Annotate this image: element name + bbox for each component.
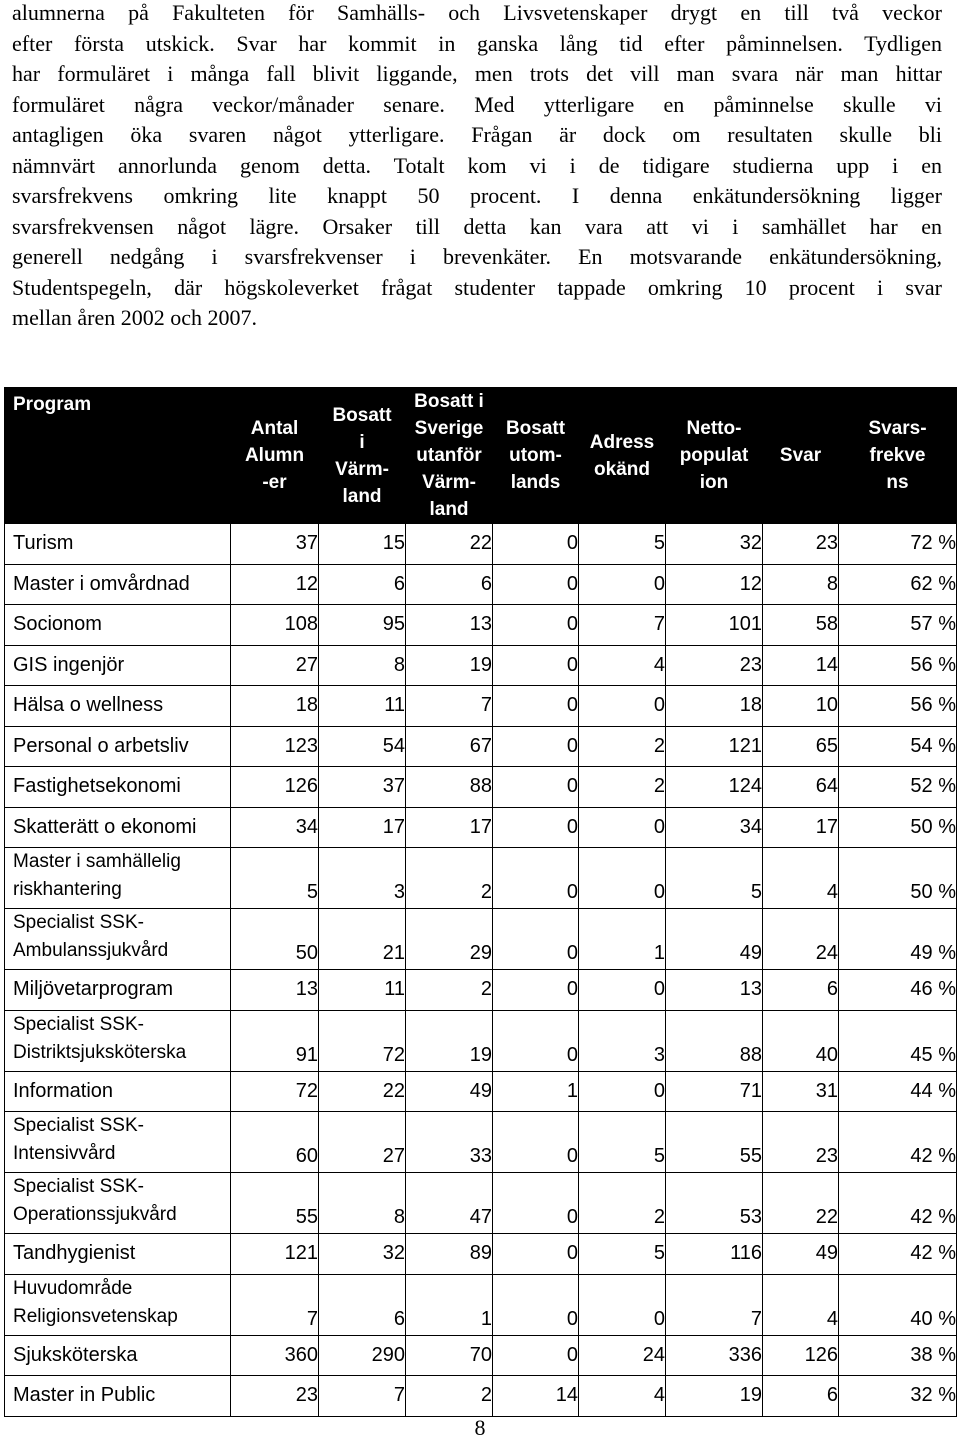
table-cell: 0: [493, 686, 579, 727]
program-name-line: Hälsa o wellness: [13, 694, 164, 717]
program-name-line: Miljövetarprogram: [13, 978, 174, 1001]
table-cell: 0: [493, 524, 579, 565]
table-cell: 10: [763, 686, 839, 727]
table-cell: 0: [579, 848, 666, 909]
table-cell: 8: [763, 564, 839, 605]
table-cell: 0: [493, 970, 579, 1011]
table-cell: 7: [231, 1274, 319, 1335]
program-name-line: Ambulanssjukvård: [13, 940, 169, 961]
table-cell: 0: [493, 726, 579, 767]
paragraph-line: alumnerna på Fakulteten för Samhälls- och Livsvetenskaper drygt en till två veckor: [12, 0, 942, 25]
table-cell: 108: [231, 605, 319, 646]
header-bosatt-sverige-utanfor-varmland: [406, 388, 493, 524]
table-cell: 60: [231, 1112, 319, 1173]
table-cell: 0: [579, 970, 666, 1011]
program-name-line: Socionom: [13, 613, 102, 636]
program-name: [5, 1071, 231, 1112]
program-name-line: Operationssjukvård: [13, 1204, 177, 1225]
header-nettopopulation: [666, 388, 763, 524]
program-name-line: GIS ingenjör: [13, 653, 125, 676]
table-cell: 116: [666, 1234, 763, 1275]
table-row: [5, 1376, 957, 1417]
table-row: [5, 686, 957, 727]
table-cell: 0: [493, 1274, 579, 1335]
table-cell: 27: [319, 1112, 406, 1173]
header-text: Svars-: [868, 418, 927, 439]
table-cell: 4: [579, 645, 666, 686]
table-cell: 13: [406, 605, 493, 646]
table-cell: 0: [579, 686, 666, 727]
table-row: [5, 605, 957, 646]
header-text: i: [359, 431, 365, 453]
program-name-line: Master i omvårdnad: [13, 572, 190, 595]
table-cell: 0: [493, 1112, 579, 1173]
table-cell: 40: [763, 1010, 839, 1071]
table-cell: 42 %: [839, 1112, 957, 1173]
table-cell: 5: [579, 524, 666, 565]
table-cell: 88: [406, 767, 493, 808]
table-cell: 67: [406, 726, 493, 767]
program-name-line: Fastighetsekonomi: [13, 775, 181, 798]
table-row: [5, 807, 957, 848]
header-program: [5, 388, 231, 524]
table-cell: 7: [406, 686, 493, 727]
program-name-line: Specialist SSK-: [13, 1115, 144, 1136]
table-cell: 72: [319, 1010, 406, 1071]
header-text: frekve: [869, 445, 926, 466]
page-number: 8: [474, 1415, 486, 1440]
table-cell: 29: [406, 909, 493, 970]
table-cell: 64: [763, 767, 839, 808]
program-name: [5, 564, 231, 605]
table-row: [5, 1274, 957, 1335]
table-header-row: [5, 388, 957, 524]
program-name: [5, 1376, 231, 1417]
table-row: [5, 1173, 957, 1234]
table-cell: 5: [579, 1112, 666, 1173]
table-cell: 7: [579, 605, 666, 646]
header-text: Bosatt: [505, 418, 566, 439]
header-text: Adress: [589, 431, 655, 453]
header-text: Alumn: [244, 445, 305, 466]
program-name-line: Information: [13, 1079, 114, 1102]
table-cell: 6: [319, 1274, 406, 1335]
table-row: [5, 1112, 957, 1173]
header-bosatt-varmland: [319, 388, 406, 524]
program-name: [5, 1274, 231, 1335]
table-cell: 0: [493, 767, 579, 808]
program-name: [5, 909, 231, 970]
table-cell: 4: [763, 1274, 839, 1335]
table-cell: 65: [763, 726, 839, 767]
table-row: [5, 1335, 957, 1376]
table-cell: 4: [579, 1376, 666, 1417]
program-name-line: Specialist SSK-: [13, 1013, 144, 1035]
table-cell: 0: [579, 564, 666, 605]
program-name: [5, 1335, 231, 1376]
table-cell: 8: [319, 1173, 406, 1234]
table-cell: 15: [319, 524, 406, 565]
header-text: ns: [886, 472, 909, 493]
table-cell: 5: [666, 848, 763, 909]
table-cell: 0: [493, 564, 579, 605]
header-text: lands: [510, 472, 561, 493]
table-cell: 45 %: [839, 1010, 957, 1071]
table-cell: 38 %: [839, 1335, 957, 1376]
header-text: okänd: [594, 458, 650, 480]
table-cell: 3: [579, 1010, 666, 1071]
table-cell: 37: [231, 524, 319, 565]
header-text: Bosatt: [332, 404, 392, 426]
table-row: [5, 524, 957, 565]
table-cell: 2: [579, 1173, 666, 1234]
table-cell: 8: [319, 645, 406, 686]
header-text: Värm-: [335, 458, 389, 480]
program-name-line: Master in Public: [13, 1384, 156, 1407]
paragraph-line: nämnvärt annorlunda genom detta. Totalt kom vi i de tidigare studierna upp i en: [12, 152, 942, 178]
table-cell: 62 %: [839, 564, 957, 605]
program-name: [5, 605, 231, 646]
table-row: [5, 645, 957, 686]
table-cell: 58: [763, 605, 839, 646]
table-cell: 21: [319, 909, 406, 970]
program-name: [5, 1234, 231, 1275]
header-bosatt-utomlands: [493, 388, 579, 524]
table-cell: 121: [666, 726, 763, 767]
table-cell: 0: [493, 1173, 579, 1234]
table-cell: 7: [666, 1274, 763, 1335]
table-row: [5, 1071, 957, 1112]
table-cell: 4: [763, 848, 839, 909]
table-cell: 24: [579, 1335, 666, 1376]
program-name: [5, 726, 231, 767]
table-cell: 12: [666, 564, 763, 605]
table-cell: 0: [493, 605, 579, 646]
table-cell: 23: [763, 1112, 839, 1173]
program-name: [5, 645, 231, 686]
table-cell: 46 %: [839, 970, 957, 1011]
header-text: utanför: [416, 445, 482, 466]
table-cell: 14: [763, 645, 839, 686]
table-cell: 121: [231, 1234, 319, 1275]
header-svar: [763, 388, 839, 524]
table-row: [5, 767, 957, 808]
table-cell: 123: [231, 726, 319, 767]
header-text: ion: [699, 472, 729, 493]
table-cell: 50 %: [839, 848, 957, 909]
header-text: utom-: [509, 445, 562, 466]
header-text: -er: [262, 472, 287, 493]
paragraph-line: svarsfrekvens omkring lite knappt 50 procent. I denna enkätundersökning ligger: [12, 183, 942, 208]
table-cell: 0: [493, 1335, 579, 1376]
program-name-line: Religionsvetenskap: [13, 1305, 178, 1327]
table-cell: 32: [666, 524, 763, 565]
program-name-line: Intensivvård: [13, 1143, 116, 1164]
table-cell: 19: [666, 1376, 763, 1417]
table-cell: 72: [231, 1071, 319, 1112]
table-cell: 32 %: [839, 1376, 957, 1417]
table-cell: 0: [579, 1274, 666, 1335]
table-cell: 88: [666, 1010, 763, 1071]
paragraph-line: efter första utskick. Svar har kommit in ganska lång tid efter påminnelsen. Tydligen: [12, 30, 942, 56]
table-row: [5, 726, 957, 767]
program-name-line: Personal o arbetsliv: [13, 734, 189, 757]
table-cell: 34: [231, 807, 319, 848]
table-cell: 2: [579, 767, 666, 808]
table-cell: 290: [319, 1335, 406, 1376]
table-cell: 18: [666, 686, 763, 727]
program-name-line: Specialist SSK-: [13, 912, 144, 933]
table-cell: 40 %: [839, 1274, 957, 1335]
table-cell: 71: [666, 1071, 763, 1112]
table-cell: 101: [666, 605, 763, 646]
table-cell: 0: [493, 807, 579, 848]
program-name-line: Specialist SSK-: [13, 1176, 144, 1197]
table-cell: 70: [406, 1335, 493, 1376]
table-cell: 0: [579, 807, 666, 848]
table-cell: 23: [763, 524, 839, 565]
table-cell: 126: [763, 1335, 839, 1376]
table-cell: 0: [493, 1010, 579, 1071]
table-cell: 37: [319, 767, 406, 808]
table-cell: 23: [666, 645, 763, 686]
table-cell: 49 %: [839, 909, 957, 970]
table-cell: 32: [319, 1234, 406, 1275]
table-cell: 19: [406, 645, 493, 686]
paragraph-line: antagligen öka svaren något ytterligare. Frågan är dock om resultaten skulle bli: [12, 122, 942, 147]
table-cell: 49: [406, 1071, 493, 1112]
table-cell: 56 %: [839, 686, 957, 727]
table-cell: 55: [666, 1112, 763, 1173]
header-text: Program: [13, 394, 92, 415]
table-cell: 91: [231, 1010, 319, 1071]
table-cell: 126: [231, 767, 319, 808]
program-name: [5, 807, 231, 848]
table-cell: 2: [406, 848, 493, 909]
table-cell: 0: [493, 1234, 579, 1275]
table-cell: 95: [319, 605, 406, 646]
header-antal-alumner: [231, 388, 319, 524]
paragraph-line: har formuläret i många fall blivit liggande, men trots det vill man svara när man hittar: [12, 61, 942, 86]
table-cell: 34: [666, 807, 763, 848]
table-cell: 13: [231, 970, 319, 1011]
table-cell: 54: [319, 726, 406, 767]
program-name-line: Master i samhällelig: [13, 851, 181, 872]
table-cell: 22: [319, 1071, 406, 1112]
table-cell: 0: [493, 848, 579, 909]
table-row: [5, 1010, 957, 1071]
table-cell: 47: [406, 1173, 493, 1234]
header-text: populat: [679, 445, 749, 466]
table-cell: 12: [231, 564, 319, 605]
program-name-line: Tandhygienist: [13, 1242, 136, 1265]
alumni-response-table: [4, 387, 957, 1417]
table-cell: 2: [406, 970, 493, 1011]
table-row: [5, 848, 957, 909]
table-cell: 42 %: [839, 1173, 957, 1234]
table-cell: 54 %: [839, 726, 957, 767]
table-cell: 1: [579, 909, 666, 970]
table-cell: 5: [231, 848, 319, 909]
body-paragraph: [12, 0, 942, 334]
table-cell: 31: [763, 1071, 839, 1112]
table-cell: 49: [666, 909, 763, 970]
table-cell: 50 %: [839, 807, 957, 848]
table-cell: 6: [763, 970, 839, 1011]
table-cell: 56 %: [839, 645, 957, 686]
program-name-line: Distriktsjuksköterska: [13, 1041, 187, 1063]
table-cell: 89: [406, 1234, 493, 1275]
table-cell: 22: [406, 524, 493, 565]
table-cell: 22: [763, 1173, 839, 1234]
header-text: Bosatt i: [414, 391, 484, 412]
header-text: land: [342, 485, 382, 507]
program-name-line: Huvudområde: [13, 1277, 133, 1299]
program-name-line: Skatterätt o ekonomi: [13, 815, 197, 838]
table-cell: 57 %: [839, 605, 957, 646]
paragraph-line: svarsfrekvensen något lägre. Orsaker till detta kan vara att vi i samhället har en: [12, 213, 942, 239]
table-cell: 360: [231, 1335, 319, 1376]
table-cell: 72 %: [839, 524, 957, 565]
table-cell: 3: [319, 848, 406, 909]
table-cell: 27: [231, 645, 319, 686]
table-cell: 5: [579, 1234, 666, 1275]
table-cell: 7: [319, 1376, 406, 1417]
table-cell: 49: [763, 1234, 839, 1275]
table-cell: 0: [493, 645, 579, 686]
table-cell: 2: [406, 1376, 493, 1417]
table-row: [5, 970, 957, 1011]
table-cell: 44 %: [839, 1071, 957, 1112]
paragraph-line: generell nedgång i svarsfrekvenser i brevenkäter. En motsvarande enkätundersökning,: [12, 244, 942, 269]
program-name-line: Turism: [13, 532, 74, 555]
program-name-line: Sjuksköterska: [13, 1343, 138, 1366]
header-text: Antal: [250, 418, 299, 439]
paragraph-line: Studentspegeln, där högskoleverket frågat studenter tappade omkring 10 procent i svar: [12, 274, 942, 300]
paragraph-line: formuläret några veckor/månader senare. Med ytterligare en påminnelse skulle vi: [12, 91, 942, 117]
program-name: [5, 767, 231, 808]
table-cell: 42 %: [839, 1234, 957, 1275]
header-text: Värm-: [422, 472, 476, 493]
program-name-line: riskhantering: [13, 879, 122, 900]
table-cell: 6: [406, 564, 493, 605]
table-cell: 13: [666, 970, 763, 1011]
table-cell: 0: [493, 909, 579, 970]
table-cell: 2: [579, 726, 666, 767]
table-cell: 1: [493, 1071, 579, 1112]
header-text: land: [429, 499, 469, 520]
header-text: Sverige: [414, 418, 484, 439]
table-cell: 18: [231, 686, 319, 727]
program-name: [5, 1010, 231, 1071]
table-cell: 24: [763, 909, 839, 970]
paragraph-line: mellan åren 2002 och 2007.: [12, 305, 257, 330]
table-cell: 17: [319, 807, 406, 848]
table-cell: 1: [406, 1274, 493, 1335]
table-cell: 52 %: [839, 767, 957, 808]
table-cell: 6: [319, 564, 406, 605]
table-cell: 50: [231, 909, 319, 970]
program-name: [5, 848, 231, 909]
table-row: [5, 1234, 957, 1275]
table-cell: 0: [579, 1071, 666, 1112]
table-row: [5, 564, 957, 605]
table-cell: 6: [763, 1376, 839, 1417]
table-row: [5, 909, 957, 970]
table-cell: 11: [319, 686, 406, 727]
program-name: [5, 1173, 231, 1234]
header-text: Netto-: [686, 418, 742, 439]
header-text: Svar: [779, 445, 822, 466]
program-name: [5, 1112, 231, 1173]
table-cell: 33: [406, 1112, 493, 1173]
table-cell: 14: [493, 1376, 579, 1417]
table-cell: 19: [406, 1010, 493, 1071]
table-cell: 55: [231, 1173, 319, 1234]
table-cell: 17: [763, 807, 839, 848]
table-cell: 17: [406, 807, 493, 848]
program-name: [5, 686, 231, 727]
table-cell: 11: [319, 970, 406, 1011]
header-svarsfrekvens: [839, 388, 957, 524]
table-cell: 53: [666, 1173, 763, 1234]
table-cell: 23: [231, 1376, 319, 1417]
table-cell: 124: [666, 767, 763, 808]
table-cell: 336: [666, 1335, 763, 1376]
program-name: [5, 970, 231, 1011]
header-adress-okand: [579, 388, 666, 524]
program-name: [5, 524, 231, 565]
